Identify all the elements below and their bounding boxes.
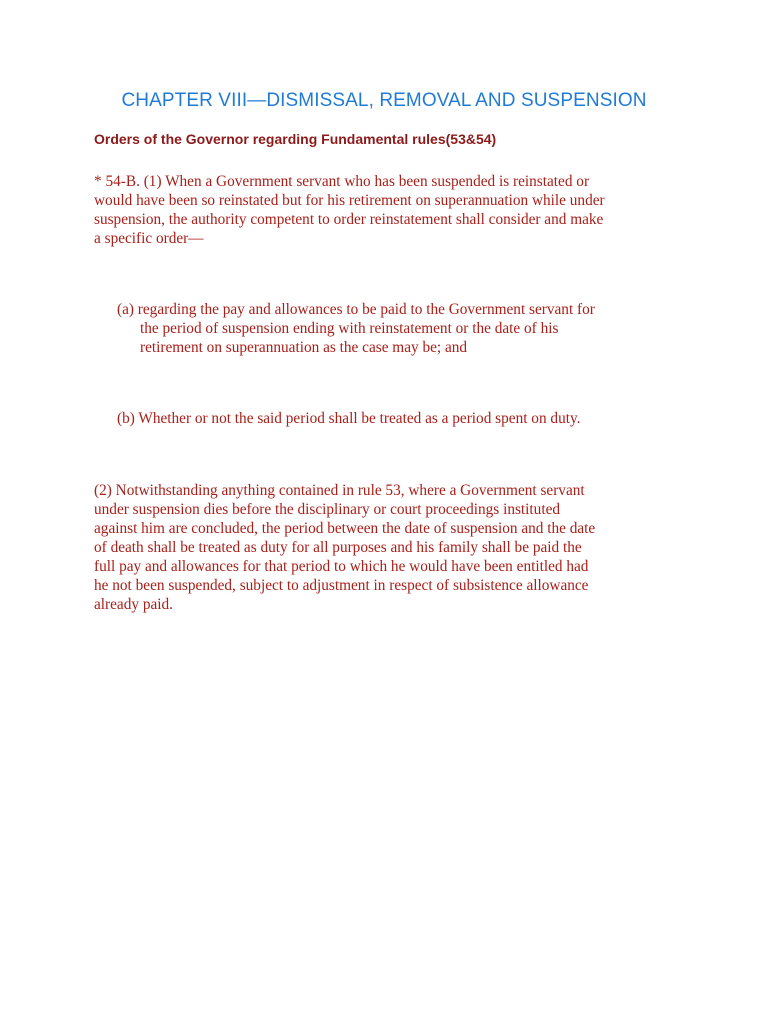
para2-line: full pay and allowances for that period to which he would have been entitled had bbox=[94, 558, 589, 575]
section-subheading: Orders of the Governor regarding Fundamental rules(53&54) bbox=[94, 131, 497, 147]
item-b-line: (b) Whether or not the said period shall be treated as a period spent on duty. bbox=[117, 410, 581, 427]
para1-line: * 54-B. (1) When a Government servant who has been suspended is reinstated or bbox=[94, 173, 590, 190]
para2-line: under suspension dies before the disciplinary or court proceedings instituted bbox=[94, 501, 561, 518]
para2-line: he not been suspended, subject to adjustment in respect of subsistence allowance bbox=[94, 577, 589, 594]
para2-line: (2) Notwithstanding anything contained in rule 53, where a Government servant bbox=[94, 482, 585, 499]
chapter-heading: CHAPTER VIII—DISMISSAL, REMOVAL AND SUSPENSION bbox=[121, 90, 647, 111]
para2-line: against him are concluded, the period between the date of suspension and the date bbox=[94, 520, 596, 537]
item-a-line: the period of suspension ending with reinstatement or the date of his bbox=[140, 320, 559, 337]
para2-line: already paid. bbox=[94, 596, 173, 613]
para1-line: a specific order— bbox=[94, 230, 204, 247]
para1-line: suspension, the authority competent to order reinstatement shall consider and make bbox=[94, 211, 604, 228]
item-a-line: (a) regarding the pay and allowances to be paid to the Government servant for bbox=[117, 301, 595, 318]
item-a-line: retirement on superannuation as the case may be; and bbox=[140, 339, 468, 356]
para2-line: of death shall be treated as duty for all purposes and his family shall be paid the bbox=[94, 539, 582, 556]
para1-line: would have been so reinstated but for his retirement on superannuation while under bbox=[94, 192, 605, 209]
